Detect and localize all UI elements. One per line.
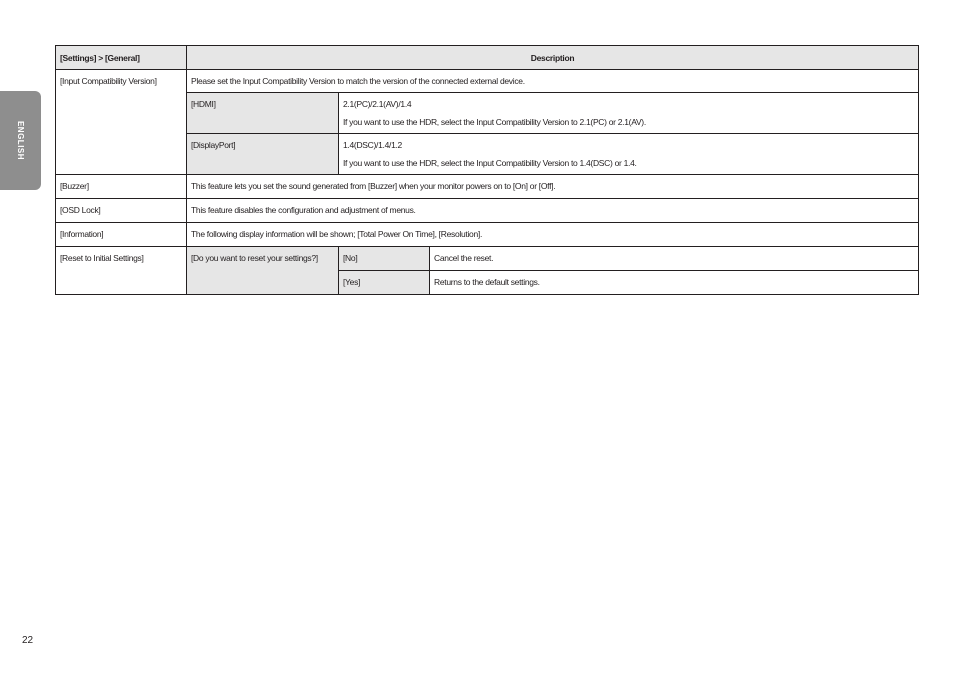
option-name: [HDMI] bbox=[187, 93, 339, 134]
setting-description: Please set the Input Compatibility Version to match the version of the connected external device. bbox=[187, 70, 919, 93]
language-tab bbox=[0, 91, 41, 190]
option-name: [No] bbox=[339, 247, 430, 271]
option-note: If you want to use the HDR, select the Input Compatibility Version to 1.4(DSC) or 1.4. bbox=[343, 158, 637, 168]
option-note: If you want to use the HDR, select the Input Compatibility Version to 2.1(PC) or 2.1(AV). bbox=[343, 117, 646, 127]
page-number: 22 bbox=[22, 635, 34, 646]
table-header-row bbox=[56, 46, 919, 70]
setting-label: [OSD Lock] bbox=[56, 199, 187, 223]
table-row bbox=[56, 247, 919, 271]
option-description bbox=[339, 93, 919, 134]
option-name: [DisplayPort] bbox=[187, 134, 339, 175]
setting-label: [Information] bbox=[56, 223, 187, 247]
reset-question: [Do you want to reset your settings?] bbox=[187, 247, 339, 295]
header-description: Description bbox=[187, 46, 919, 70]
option-description bbox=[339, 134, 919, 175]
option-values: 1.4(DSC)/1.4/1.2 bbox=[343, 140, 402, 150]
setting-description: This feature lets you set the sound generated from [Buzzer] when your monitor powers on to [On] or [Off]. bbox=[187, 175, 919, 199]
setting-description: This feature disables the configuration and adjustment of menus. bbox=[187, 199, 919, 223]
option-name: [Yes] bbox=[339, 271, 430, 295]
table-row bbox=[56, 175, 919, 199]
setting-label: [Buzzer] bbox=[56, 175, 187, 199]
settings-general-table bbox=[55, 45, 919, 295]
language-label: ENGLISH bbox=[16, 120, 25, 161]
setting-description: The following display information will be shown; [Total Power On Time], [Resolution]. bbox=[187, 223, 919, 247]
option-values: 2.1(PC)/2.1(AV)/1.4 bbox=[343, 99, 412, 109]
setting-label: [Input Compatibility Version] bbox=[56, 70, 187, 175]
table-row bbox=[56, 199, 919, 223]
option-description: Cancel the reset. bbox=[430, 247, 919, 271]
table-row bbox=[56, 70, 919, 93]
table-row bbox=[56, 223, 919, 247]
setting-label: [Reset to Initial Settings] bbox=[56, 247, 187, 295]
option-description: Returns to the default settings. bbox=[430, 271, 919, 295]
header-setting: [Settings] > [General] bbox=[56, 46, 187, 70]
